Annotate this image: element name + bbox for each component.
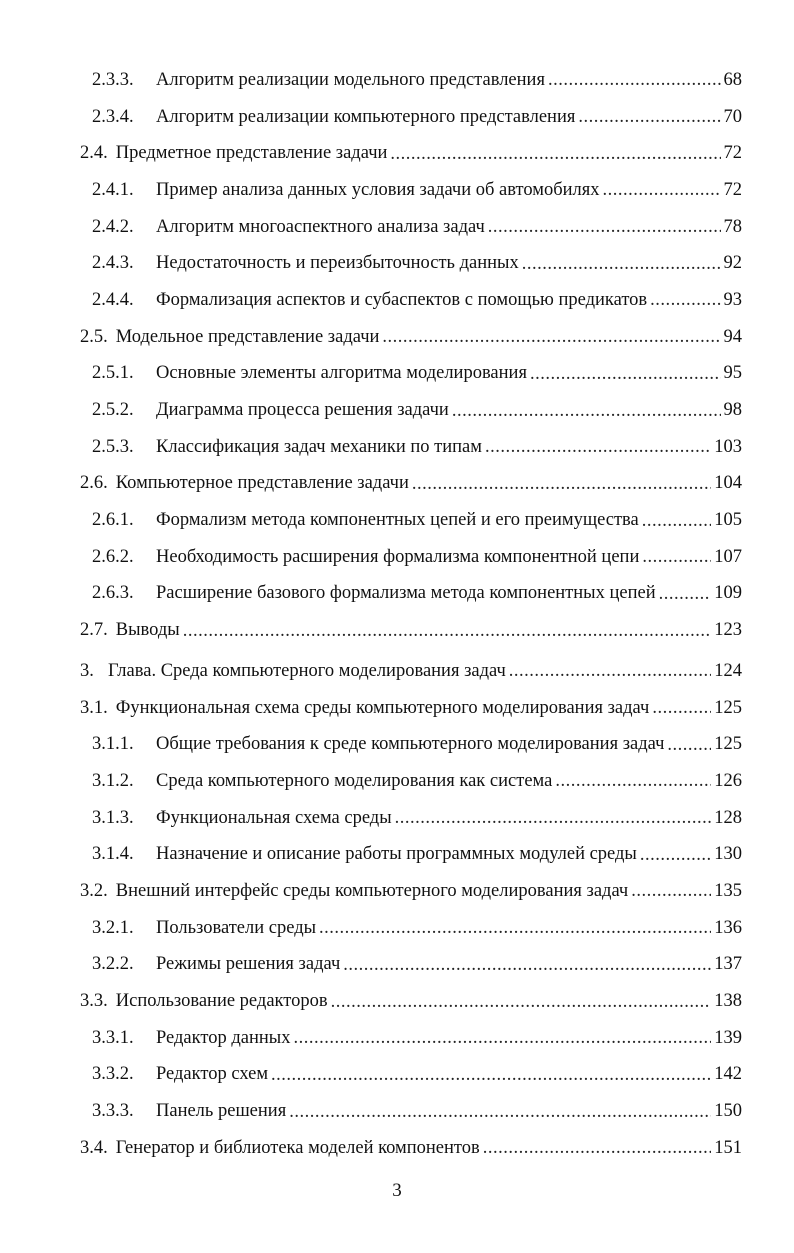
toc-entry-title: Пользователи среды xyxy=(156,917,317,938)
toc-entry-number: 2.5.2. xyxy=(92,400,134,421)
toc-entry[interactable] xyxy=(0,873,794,910)
toc-entry-title: Компьютерное представление задачи xyxy=(115,473,409,494)
toc-entry[interactable] xyxy=(0,392,794,429)
toc-entry[interactable] xyxy=(0,800,794,837)
toc-leader-dots xyxy=(603,179,721,201)
toc-entry[interactable] xyxy=(0,1093,794,1130)
toc-entry-number: 3.1.1. xyxy=(92,734,134,755)
toc-entry-number: 2.7. xyxy=(80,620,108,641)
toc-leader-dots xyxy=(271,1064,711,1086)
toc-entry-number: 3.4. xyxy=(80,1137,108,1158)
toc-entry-title: Выводы xyxy=(115,620,180,641)
toc-leader-dots xyxy=(578,106,720,128)
toc-leader-dots xyxy=(485,436,711,458)
toc-entry-page: 130 xyxy=(714,844,742,865)
toc-leader-dots xyxy=(319,917,711,939)
toc-entry[interactable] xyxy=(0,1057,794,1094)
toc-entry-page: 78 xyxy=(723,216,742,237)
toc-entry-number: 3.1.2. xyxy=(92,770,134,791)
toc-entry-number: 2.4.4. xyxy=(92,289,134,310)
toc-entry-number: 3.1. xyxy=(80,697,108,718)
toc-entry-number: 2.4.1. xyxy=(92,179,134,200)
toc-entry-page: 105 xyxy=(714,510,742,531)
toc-entry-title: Основные элементы алгоритма моделирования xyxy=(156,363,527,384)
toc-entry[interactable] xyxy=(0,763,794,800)
toc-entry-number: 2.6.1. xyxy=(92,510,134,531)
toc-entry-title: Формализация аспектов и субаспектов с помощью предикатов xyxy=(156,289,648,310)
toc-entry-number: 3.3. xyxy=(80,991,108,1012)
toc-leader-dots xyxy=(390,143,720,165)
toc-entry[interactable] xyxy=(0,690,794,727)
toc-entry-page: 128 xyxy=(714,807,742,828)
toc-entry[interactable] xyxy=(0,576,794,613)
toc-entry[interactable] xyxy=(0,836,794,873)
toc-entry-page: 137 xyxy=(714,954,742,975)
toc-leader-dots xyxy=(642,546,711,568)
toc-leader-dots xyxy=(650,289,720,311)
toc-entry-number: 3.2. xyxy=(80,880,108,901)
toc-entry-page: 135 xyxy=(714,880,742,901)
toc-entry-page: 126 xyxy=(714,770,742,791)
toc-entry-number: 3.2.1. xyxy=(92,917,134,938)
toc-entry-page: 109 xyxy=(714,583,742,604)
page-number: 3 xyxy=(392,1180,402,1201)
toc-entry-title: Диаграмма процесса решения задачи xyxy=(156,400,449,421)
toc-entry[interactable] xyxy=(0,172,794,209)
toc-leader-dots xyxy=(382,326,720,348)
toc-leader-dots xyxy=(640,844,711,866)
toc-leader-dots xyxy=(555,770,711,792)
toc-entry-page: 104 xyxy=(714,473,742,494)
toc-entry-title: Модельное представление задачи xyxy=(115,326,380,347)
toc-entry-page: 138 xyxy=(714,991,742,1012)
toc-entry[interactable] xyxy=(0,356,794,393)
toc-entry-page: 123 xyxy=(714,620,742,641)
toc-entry-title: Функциональная схема среды xyxy=(156,807,392,828)
toc-entry-title: Общие требования к среде компьютерного моделирования задач xyxy=(156,734,665,755)
toc-entry-title: Необходимость расширения формализма компонентной цепи xyxy=(156,546,640,567)
toc-entry-title: Пример анализа данных условия задачи об автомобилях xyxy=(156,179,600,200)
toc-entry-page: 93 xyxy=(723,289,742,310)
toc-entry[interactable] xyxy=(0,983,794,1020)
toc-entry[interactable] xyxy=(0,99,794,136)
toc-entry-title: Формализм метода компонентных цепей и его преимущества xyxy=(156,510,639,531)
toc-leader-dots xyxy=(642,510,711,532)
toc-leader-dots xyxy=(548,69,721,91)
toc-leader-dots xyxy=(530,363,721,385)
toc-entry-page: 103 xyxy=(714,436,742,457)
toc-entry-page: 125 xyxy=(714,697,742,718)
toc-entry-number: 3.1.3. xyxy=(92,807,134,828)
toc-entry-number: 2.6. xyxy=(80,473,108,494)
toc-entry-title: Алгоритм реализации компьютерного представления xyxy=(156,106,576,127)
toc-entry-title: Алгоритм многоаспектного анализа задач xyxy=(156,216,485,237)
toc-entry-number: 3.2.2. xyxy=(92,954,134,975)
toc-entry[interactable] xyxy=(0,947,794,984)
toc-entry-title: Недостаточность и переизбыточность данных xyxy=(156,253,519,274)
toc-leader-dots xyxy=(652,697,711,719)
toc-entry-title: Классификация задач механики по типам xyxy=(156,436,482,457)
toc-entry-number: 3.3.1. xyxy=(92,1027,134,1048)
toc-entry-page: 68 xyxy=(723,69,742,90)
toc-leader-dots xyxy=(331,991,712,1013)
toc-entry-page: 72 xyxy=(723,179,742,200)
toc-entry-page: 107 xyxy=(714,546,742,567)
toc-entry-page: 98 xyxy=(723,400,742,421)
toc-entry-title: Панель решения xyxy=(156,1101,287,1122)
toc-entry-title: Среда компьютерного моделирования как система xyxy=(156,770,553,791)
toc-entry-title: Назначение и описание работы программных модулей среды xyxy=(156,844,637,865)
toc-entry-title: Генератор и библиотека моделей компонентов xyxy=(115,1137,480,1158)
toc-entry-title: Функциональная схема среды компьютерного моделирования задач xyxy=(115,697,650,718)
toc-entry-page: 124 xyxy=(714,660,742,681)
table-of-contents xyxy=(0,62,794,1167)
toc-entry-title: Использование редакторов xyxy=(115,991,328,1012)
toc-entry[interactable] xyxy=(0,1130,794,1167)
toc-entry[interactable] xyxy=(0,539,794,576)
toc-entry-number: 2.3.4. xyxy=(92,106,134,127)
toc-entry[interactable] xyxy=(0,1020,794,1057)
toc-entry[interactable] xyxy=(0,910,794,947)
toc-leader-dots xyxy=(452,400,721,422)
toc-entry[interactable] xyxy=(0,653,794,690)
toc-entry-title: Режимы решения задач xyxy=(156,954,341,975)
toc-entry[interactable] xyxy=(0,209,794,246)
toc-entry[interactable] xyxy=(0,62,794,99)
toc-leader-dots xyxy=(659,583,712,605)
toc-entry-page: 70 xyxy=(723,106,742,127)
toc-entry[interactable] xyxy=(0,282,794,319)
toc-leader-dots xyxy=(343,954,711,976)
toc-entry-page: 136 xyxy=(714,917,742,938)
toc-leader-dots xyxy=(483,1137,712,1159)
toc-entry-page: 150 xyxy=(714,1101,742,1122)
toc-entry-number: 3. xyxy=(80,660,94,681)
toc-leader-dots xyxy=(509,660,711,682)
toc-entry-number: 2.3.3. xyxy=(92,69,134,90)
toc-entry-page: 95 xyxy=(723,363,742,384)
toc-entry[interactable] xyxy=(0,135,794,172)
toc-entry-title: Внешний интерфейс среды компьютерного моделирования задач xyxy=(115,880,629,901)
toc-leader-dots xyxy=(631,880,711,902)
toc-entry-number: 2.5. xyxy=(80,326,108,347)
toc-entry-number: 2.4.2. xyxy=(92,216,134,237)
toc-entry-number: 2.4. xyxy=(80,143,108,164)
toc-entry-number: 2.6.3. xyxy=(92,583,134,604)
toc-entry-number: 2.6.2. xyxy=(92,546,134,567)
toc-leader-dots xyxy=(289,1101,711,1123)
toc-entry-number: 2.5.3. xyxy=(92,436,134,457)
toc-entry[interactable] xyxy=(0,319,794,356)
toc-entry-page: 142 xyxy=(714,1064,742,1085)
toc-leader-dots xyxy=(395,807,712,829)
toc-leader-dots xyxy=(488,216,721,238)
toc-entry-page: 92 xyxy=(723,253,742,274)
toc-leader-dots xyxy=(412,473,711,495)
toc-entry-number: 3.1.4. xyxy=(92,844,134,865)
toc-entry[interactable] xyxy=(0,245,794,282)
toc-entry[interactable] xyxy=(0,466,794,503)
toc-entry[interactable] xyxy=(0,502,794,539)
toc-entry-title: Редактор данных xyxy=(156,1027,291,1048)
toc-entry-number: 2.5.1. xyxy=(92,363,134,384)
toc-entry-number: 3.3.2. xyxy=(92,1064,134,1085)
toc-entry-page: 94 xyxy=(723,326,742,347)
toc-entry[interactable] xyxy=(0,429,794,466)
toc-entry[interactable] xyxy=(0,612,794,649)
toc-entry-page: 151 xyxy=(714,1137,742,1158)
toc-leader-dots xyxy=(183,620,712,642)
toc-leader-dots xyxy=(667,734,711,756)
toc-entry-number: 3.3.3. xyxy=(92,1101,134,1122)
toc-leader-dots xyxy=(293,1027,711,1049)
toc-entry-title: Расширение базового формализма метода компонентных цепей xyxy=(156,583,656,604)
toc-entry-title: Алгоритм реализации модельного представления xyxy=(156,69,545,90)
toc-entry-page: 72 xyxy=(723,143,742,164)
toc-entry-title: Редактор схем xyxy=(156,1064,269,1085)
toc-entry-title: Глава. Среда компьютерного моделирования задач xyxy=(108,660,506,681)
toc-entry-title: Предметное представление задачи xyxy=(115,143,388,164)
toc-entry[interactable] xyxy=(0,726,794,763)
toc-entry-number: 2.4.3. xyxy=(92,253,134,274)
toc-leader-dots xyxy=(522,253,721,275)
toc-entry-page: 125 xyxy=(714,734,742,755)
toc-entry-page: 139 xyxy=(714,1027,742,1048)
